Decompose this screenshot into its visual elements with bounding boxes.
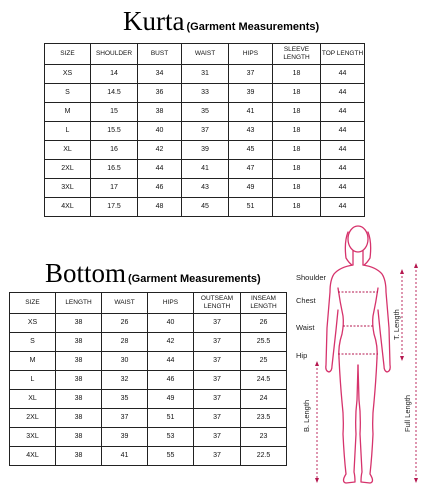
kurta-value-cell: 35 [182,103,229,122]
bottom-value-cell: 22.5 [241,447,287,466]
kurta-subtitle: (Garment Measurements) [186,21,320,33]
kurta-value-cell: 17.5 [91,198,138,217]
bottom-table-body [10,314,287,466]
kurta-table-row [45,141,365,160]
kurta-size-cell: M [45,103,91,122]
bottom-size-table [9,292,287,466]
bottom-value-cell: 38 [56,428,102,447]
bottom-value-cell: 38 [56,447,102,466]
kurta-table-row [45,84,365,103]
bottom-title: Bottom [45,258,127,288]
kurta-value-cell: 45 [182,198,229,217]
bottom-value-cell: 37 [194,333,241,352]
kurta-value-cell: 41 [182,160,229,179]
bottom-value-cell: 37 [194,447,241,466]
bottom-value-cell: 37 [194,352,241,371]
kurta-col-header: SHOULDER [91,44,138,65]
bottom-heading [45,258,261,289]
bottom-value-cell: 42 [148,333,194,352]
bottom-value-cell: 49 [148,390,194,409]
kurta-size-cell: S [45,84,91,103]
kurta-value-cell: 44 [321,103,365,122]
kurta-value-cell: 45 [229,141,273,160]
kurta-title: Kurta [123,6,185,36]
bottom-value-cell: 37 [194,390,241,409]
body-outline [326,226,390,483]
kurta-col-header: WAIST [182,44,229,65]
kurta-value-cell: 15 [91,103,138,122]
bottom-value-cell: 32 [102,371,148,390]
kurta-value-cell: 39 [229,84,273,103]
kurta-table-row [45,122,365,141]
kurta-table-row [45,160,365,179]
kurta-size-table [44,43,365,217]
bottom-table-row [10,409,287,428]
bottom-value-cell: 35 [102,390,148,409]
waist-label: Waist [296,323,315,332]
bottom-value-cell: 25.5 [241,333,287,352]
bottom-value-cell: 38 [56,352,102,371]
bottom-value-cell: 44 [148,352,194,371]
kurta-col-header: BUST [138,44,182,65]
bottom-subtitle: (Garment Measurements) [128,273,261,285]
b-length-label: B. Length [302,399,311,432]
bottom-size-cell: 4XL [10,447,56,466]
kurta-header-row [45,44,365,65]
kurta-value-cell: 43 [229,122,273,141]
kurta-value-cell: 42 [138,141,182,160]
kurta-value-cell: 41 [229,103,273,122]
kurta-value-cell: 18 [273,103,321,122]
bottom-size-cell: XL [10,390,56,409]
bottom-value-cell: 38 [56,314,102,333]
kurta-table-row [45,198,365,217]
kurta-value-cell: 44 [321,198,365,217]
bottom-table-row [10,390,287,409]
kurta-value-cell: 16.5 [91,160,138,179]
kurta-value-cell: 46 [138,179,182,198]
kurta-value-cell: 44 [321,65,365,84]
bottom-col-header: HIPS [148,293,194,314]
bottom-table-row [10,314,287,333]
bottom-size-cell: 3XL [10,428,56,447]
kurta-value-cell: 40 [138,122,182,141]
kurta-value-cell: 44 [321,122,365,141]
hip-label: Hip [296,351,308,360]
bottom-value-cell: 55 [148,447,194,466]
bottom-value-cell: 23 [241,428,287,447]
kurta-value-cell: 18 [273,160,321,179]
kurta-value-cell: 43 [182,179,229,198]
bottom-value-cell: 38 [56,371,102,390]
kurta-value-cell: 18 [273,198,321,217]
bottom-value-cell: 30 [102,352,148,371]
kurta-value-cell: 18 [273,65,321,84]
shoulder-label: Shoulder [296,273,327,282]
bottom-value-cell: 41 [102,447,148,466]
kurta-table-row [45,103,365,122]
kurta-value-cell: 18 [273,141,321,160]
kurta-table-row [45,179,365,198]
chest-label: Chest [296,296,316,305]
kurta-value-cell: 47 [229,160,273,179]
bottom-value-cell: 37 [194,371,241,390]
bottom-table-row [10,447,287,466]
bottom-value-cell: 53 [148,428,194,447]
bottom-value-cell: 37 [194,409,241,428]
kurta-value-cell: 44 [321,160,365,179]
kurta-value-cell: 18 [273,84,321,103]
kurta-value-cell: 33 [182,84,229,103]
bottom-value-cell: 25 [241,352,287,371]
kurta-col-header: HIPS [229,44,273,65]
bottom-table-row [10,333,287,352]
bottom-value-cell: 23.5 [241,409,287,428]
kurta-value-cell: 15.5 [91,122,138,141]
bottom-value-cell: 26 [102,314,148,333]
bottom-size-cell: L [10,371,56,390]
kurta-value-cell: 44 [321,141,365,160]
bottom-value-cell: 46 [148,371,194,390]
bottom-value-cell: 51 [148,409,194,428]
kurta-value-cell: 16 [91,141,138,160]
body-measurement-figure [286,220,436,492]
kurta-value-cell: 49 [229,179,273,198]
kurta-col-header: TOP LENGTH [321,44,365,65]
kurta-table-body [45,65,365,217]
kurta-heading [123,6,319,37]
bottom-value-cell: 40 [148,314,194,333]
kurta-size-cell: XS [45,65,91,84]
bottom-table-row [10,428,287,447]
bottom-size-cell: XS [10,314,56,333]
kurta-value-cell: 37 [229,65,273,84]
kurta-value-cell: 17 [91,179,138,198]
bottom-size-cell: S [10,333,56,352]
kurta-value-cell: 44 [321,84,365,103]
bottom-value-cell: 38 [56,390,102,409]
kurta-value-cell: 48 [138,198,182,217]
kurta-table-row [45,65,365,84]
bottom-size-cell: 2XL [10,409,56,428]
bottom-value-cell: 37 [194,314,241,333]
bottom-value-cell: 38 [56,409,102,428]
kurta-value-cell: 36 [138,84,182,103]
bottom-value-cell: 37 [194,428,241,447]
bottom-value-cell: 24 [241,390,287,409]
bottom-value-cell: 39 [102,428,148,447]
full-length-label: Full Length [403,394,412,432]
bottom-value-cell: 37 [102,409,148,428]
kurta-value-cell: 34 [138,65,182,84]
kurta-value-cell: 39 [182,141,229,160]
kurta-value-cell: 38 [138,103,182,122]
bottom-size-cell: M [10,352,56,371]
bottom-value-cell: 26 [241,314,287,333]
t-length-label: T. Length [392,309,401,340]
kurta-value-cell: 44 [321,179,365,198]
kurta-value-cell: 14.5 [91,84,138,103]
bottom-table-row [10,352,287,371]
bottom-table-row [10,371,287,390]
kurta-value-cell: 31 [182,65,229,84]
kurta-value-cell: 37 [182,122,229,141]
kurta-size-cell: 2XL [45,160,91,179]
measurement-guides [315,263,418,483]
kurta-value-cell: 14 [91,65,138,84]
kurta-value-cell: 51 [229,198,273,217]
bottom-col-header: INSEAM LENGTH [241,293,287,314]
kurta-size-cell: 3XL [45,179,91,198]
bottom-col-header: WAIST [102,293,148,314]
bottom-header-row [10,293,287,314]
kurta-col-header: SIZE [45,44,91,65]
kurta-value-cell: 18 [273,179,321,198]
kurta-value-cell: 18 [273,122,321,141]
bottom-value-cell: 28 [102,333,148,352]
bottom-col-header: LENGTH [56,293,102,314]
bottom-col-header: OUTSEAM LENGTH [194,293,241,314]
kurta-col-header: SLEEVE LENGTH [273,44,321,65]
bottom-value-cell: 38 [56,333,102,352]
kurta-size-cell: L [45,122,91,141]
bottom-col-header: SIZE [10,293,56,314]
kurta-size-cell: 4XL [45,198,91,217]
bottom-value-cell: 24.5 [241,371,287,390]
kurta-value-cell: 44 [138,160,182,179]
kurta-size-cell: XL [45,141,91,160]
